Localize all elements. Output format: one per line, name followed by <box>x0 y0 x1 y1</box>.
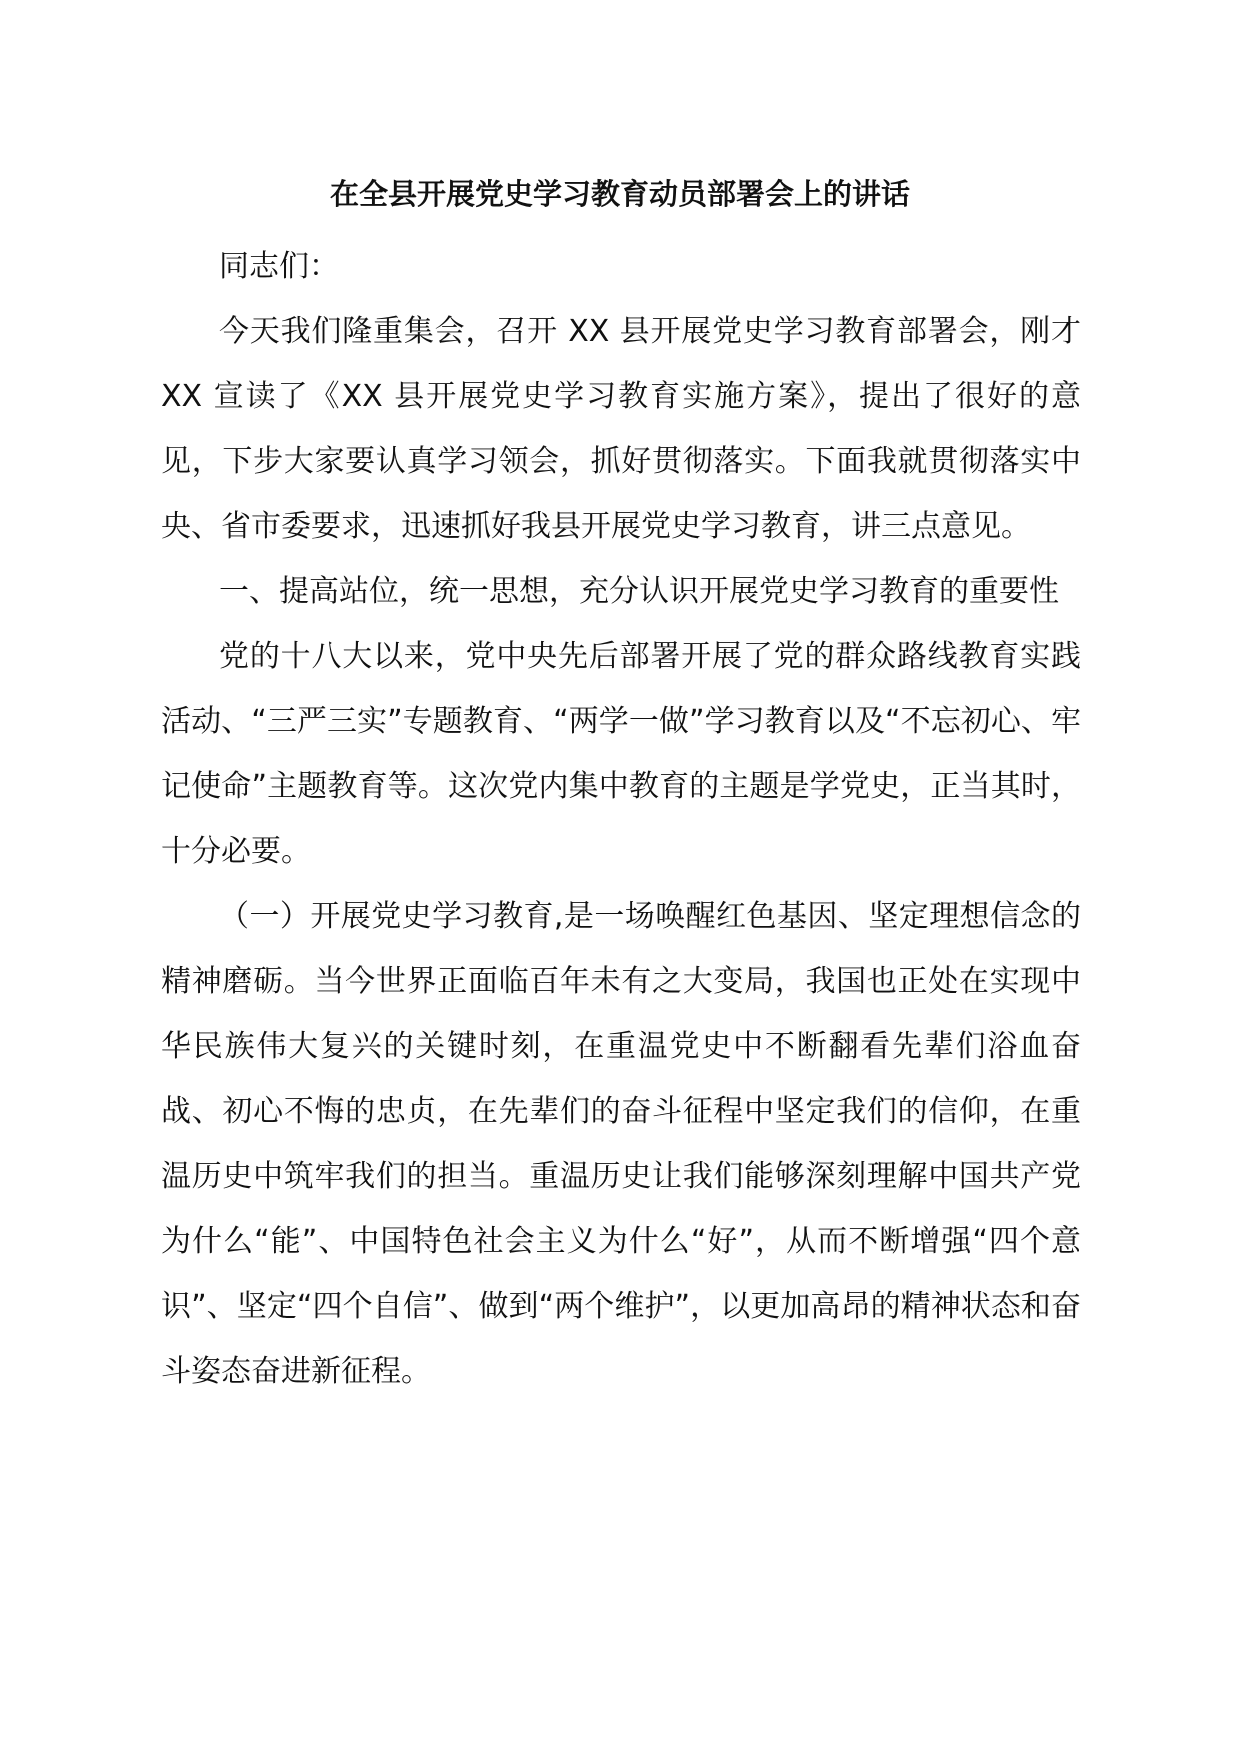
document-body <box>161 234 1081 1404</box>
point-1-paragraph: （一）开展党史学习教育,是一场唤醒红色基因、坚定理想信念的精神磨砺。当今世界正面临百年未有之大变局，我国也正处在实现中华民族伟大复兴的关键时刻，在重温党史中不断翻看先辈们浴血奋战、初心不悔的忠贞，在先辈们的奋斗征程中坚定我们的信仰，在重温历史中筑牢我们的担当。重温历史让我们能够深刻理解中国共产党为什么“能”、中国特色社会主义为什么“好”，从而不断增强“四个意识”、坚定“四个自信”、做到“两个维护”，以更加高昂的精神状态和奋斗姿态奋进新征程。 <box>161 899 1081 1389</box>
section-heading-1: 一、提高站位，统一思想，充分认识开展党史学习教育的重要性 <box>219 574 1059 609</box>
background-paragraph: 党的十八大以来，党中央先后部署开展了党的群众路线教育实践活动、“三严三实”专题教育、“两学一做”学习教育以及“不忘初心、牢记使命”主题教育等。这次党内集中教育的主题是学党史，正当其时，十分必要。 <box>161 639 1081 869</box>
document-title: 在全县开展党史学习教育动员部署会上的讲话 <box>329 177 910 211</box>
opening-paragraph: 今天我们隆重集会，召开 XX 县开展党史学习教育部署会，刚才 XX 宣读了《XX 县开展党史学习教育实施方案》，提出了很好的意见，下步大家要认真学习领会，抓好贯彻落实。下面我就贯彻落实中央、省市委要求，迅速抓好我县开展党史学习教育，讲三点意见。 <box>161 314 1081 544</box>
salutation-paragraph: 同志们： <box>219 249 339 284</box>
